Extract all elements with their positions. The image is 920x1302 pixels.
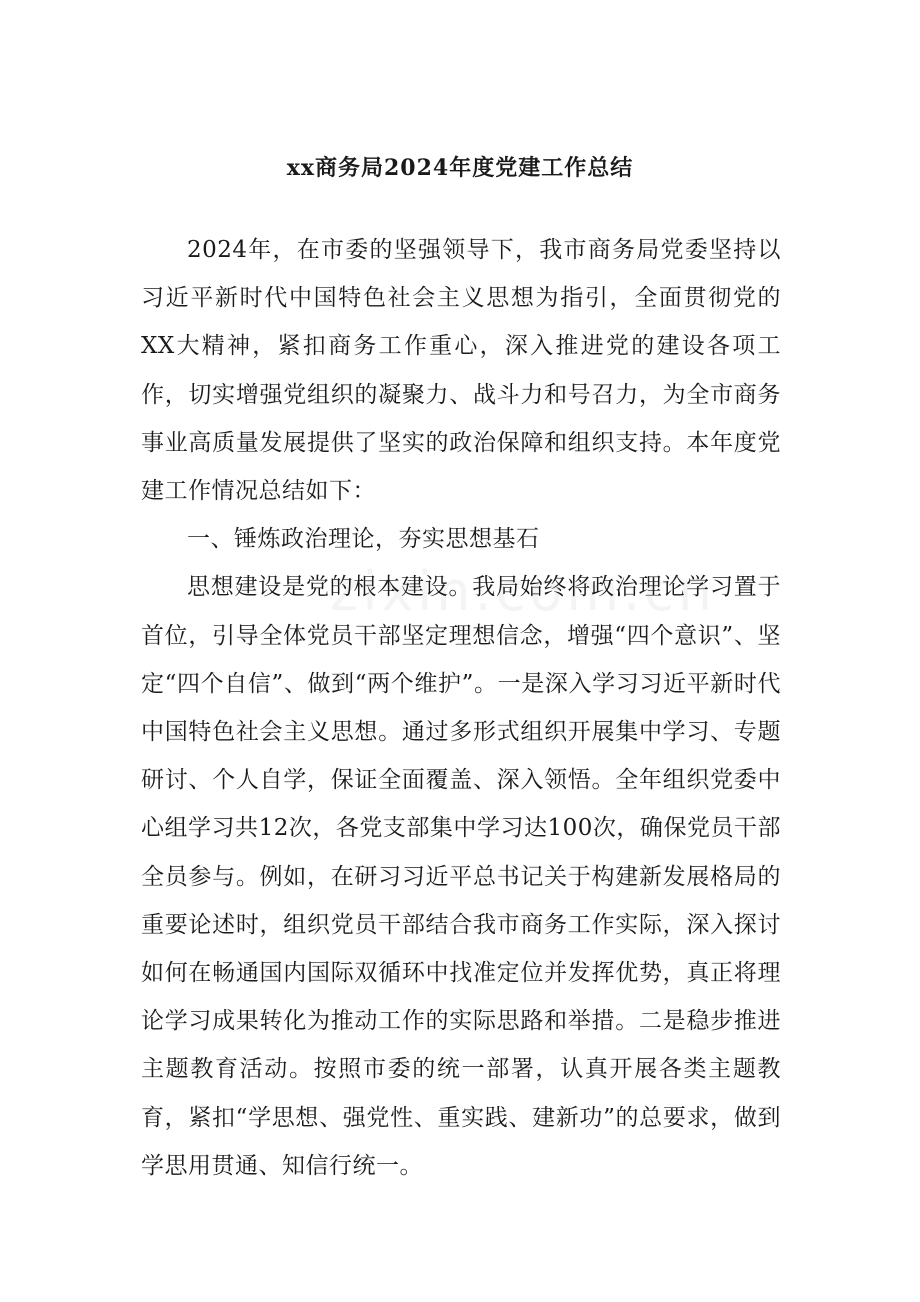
document-body bbox=[141, 226, 781, 1190]
section-heading: 一、锤炼政治理论，夯实思想基石 bbox=[187, 526, 540, 553]
intro-paragraph: 2024年，在市委的坚强领导下，我市商务局党委坚持以习近平新时代中国特色社会主义思想为指引，全面贯彻党的XX大精神，紧扣商务工作重心，深入推进党的建设各项工作，切实增强党组织的凝聚力、战斗力和号召力，为全市商务事业高质量发展提供了坚实的政治保障和组织支持。本年度党建工作情况总结如下： bbox=[141, 237, 781, 505]
document-title: xx商务局2024年度党建工作总结 bbox=[286, 155, 634, 181]
section-paragraph: 思想建设是党的根本建设。我局始终将政治理论学习置于首位，引导全体党员干部坚定理想信念，增强“四个意识”、坚定“四个自信”、做到“两个维护”。一是深入学习习近平新时代中国特色社会主义思想。通过多形式组织开展集中学习、专题研讨、个人自学，保证全面覆盖、深入领悟。全年组织党委中心组学习共12次，各党支部集中学习达100次，确保党员干部全员参与。例如，在研习习近平总书记关于构建新发展格局的重要论述时，组织党员干部结合我市商务工作实际，深入探讨如何在畅通国内国际双循环中找准定位并发挥优势，真正将理论学习成果转化为推动工作的实际思路和举措。二是稳步推进主题教育活动。按照市委的统一部署，认真开展各类主题教育，紧扣“学思想、强党性、重实践、建新功”的总要求，做到学思用贯通、知信行统一。 bbox=[141, 574, 781, 1179]
